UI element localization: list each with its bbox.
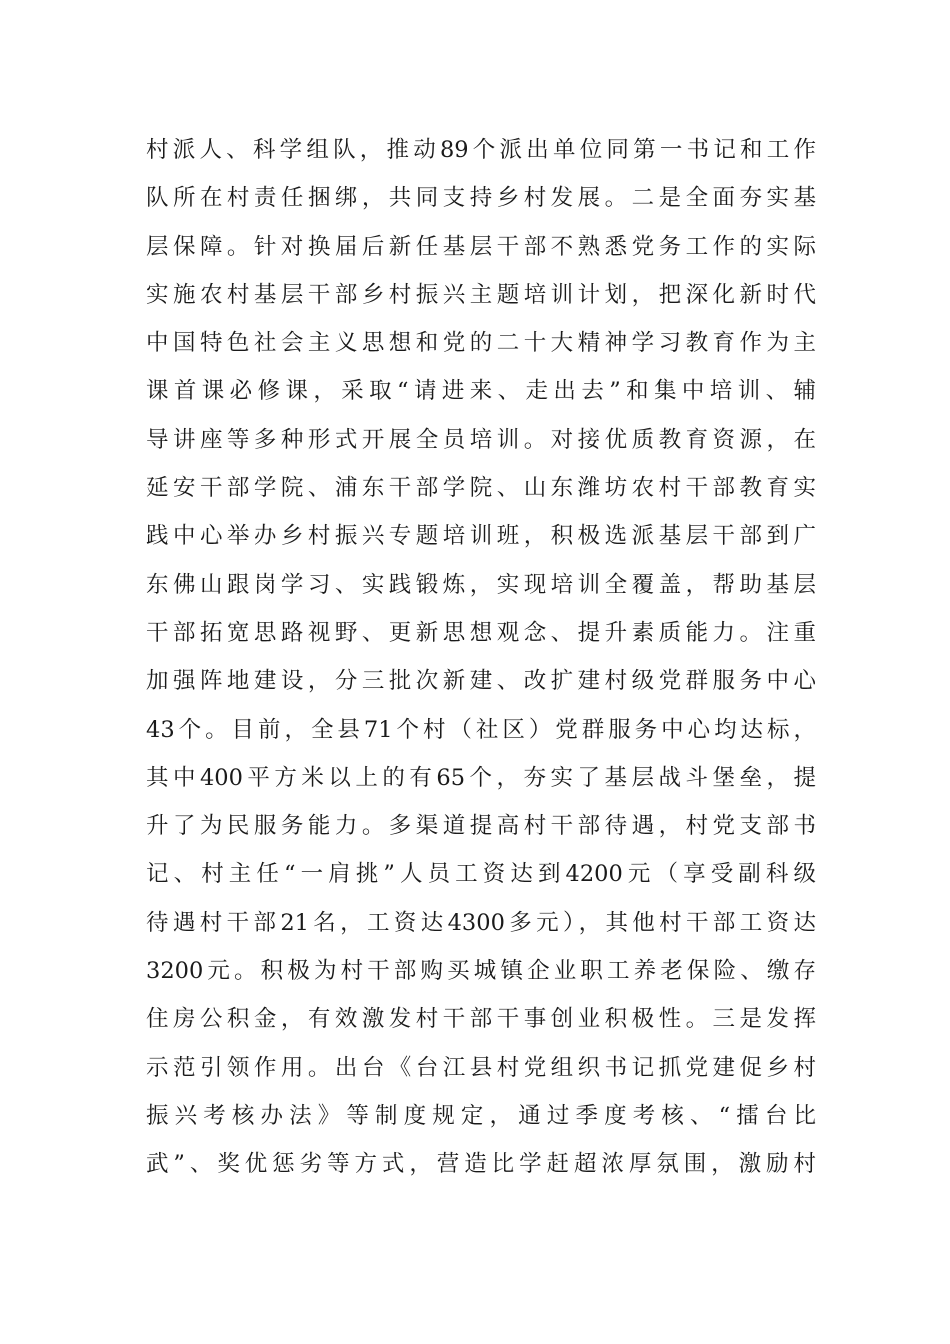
text-line: 延安干部学院、浦东干部学院、山东潍坊农村干部教育实 [146,475,816,502]
text-line: 中国特色社会主义思想和党的二十大精神学习教育作为主 [146,330,816,357]
text-line: 示范引领作用。出台《台江县村党组织书记抓党建促乡村 [146,1054,816,1081]
text-line: 导讲座等多种形式开展全员培训。对接优质教育资源，在 [146,426,816,453]
text-line: 升了为民服务能力。多渠道提高村干部待遇，村党支部书 [146,813,816,840]
text-line: 3200元。积极为村干部购买城镇企业职工养老保险、缴存 [146,958,816,985]
text-line: 村派人、科学组队，推动89个派出单位同第一书记和工作 [146,137,816,163]
text-line: 武”、奖优惩劣等方式，营造比学赶超浓厚氛围，激励村 [146,1151,816,1178]
text-line: 记、村主任“一肩挑”人员工资达到4200元（享受副科级 [146,861,816,888]
text-line: 加强阵地建设，分三批次新建、改扩建村级党群服务中心 [146,668,816,695]
text-line: 43个。目前，全县71个村（社区）党群服务中心均达标， [146,716,816,743]
text-line: 层保障。针对换届后新任基层干部不熟悉党务工作的实际 [146,233,816,260]
text-line: 实施农村基层干部乡村振兴主题培训计划，把深化新时代 [146,281,816,308]
body-text [146,126,816,1189]
text-line: 住房公积金，有效激发村干部干事创业积极性。三是发挥 [146,1006,816,1033]
text-line: 课首课必修课，采取“请进来、走出去”和集中培训、辅 [146,378,816,405]
text-line: 其中400平方米以上的有65个，夯实了基层战斗堡垒，提 [146,764,816,791]
text-line: 待遇村干部21名，工资达4300多元），其他村干部工资达 [146,909,816,936]
text-line: 干部拓宽思路视野、更新思想观念、提升素质能力。注重 [146,619,816,646]
text-line: 东佛山跟岗学习、实践锻炼，实现培训全覆盖，帮助基层 [146,571,816,598]
text-line: 践中心举办乡村振兴专题培训班，积极选派基层干部到广 [146,523,816,550]
text-line: 队所在村责任捆绑，共同支持乡村发展。二是全面夯实基 [146,185,816,212]
text-line: 振兴考核办法》等制度规定，通过季度考核、“擂台比 [146,1102,816,1129]
